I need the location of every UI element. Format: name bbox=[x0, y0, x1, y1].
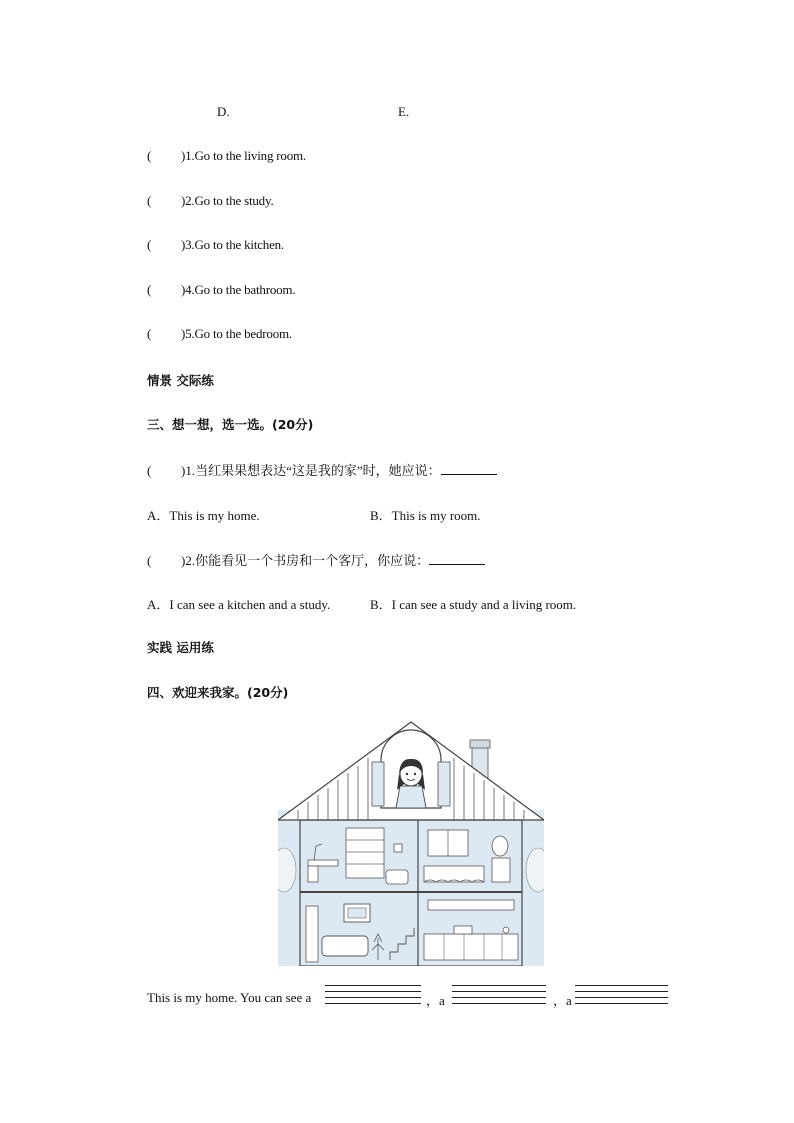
question-text: )1.Go to the living room. bbox=[181, 148, 306, 163]
question-3 bbox=[147, 237, 284, 253]
option-b: B．This is my room. bbox=[370, 508, 481, 523]
answer-blank[interactable] bbox=[441, 464, 497, 475]
question-text: )1.当红果果想表达“这是我的家”时，她应说： bbox=[181, 463, 441, 478]
answer-blank-1[interactable] bbox=[325, 985, 421, 1009]
option-a: A．I can see a kitchen and a study. bbox=[147, 597, 331, 612]
question-4 bbox=[147, 282, 295, 298]
question-2 bbox=[147, 193, 274, 209]
question-5 bbox=[147, 326, 292, 342]
question-text: )2.Go to the study. bbox=[181, 193, 274, 208]
question-text: )2.你能看见一个书房和一个客厅，你应说： bbox=[181, 553, 430, 568]
section-3-title: 三、想一想，选一选。(20分) bbox=[147, 417, 314, 432]
fill-separator-1: ，a bbox=[426, 993, 445, 1008]
question-text: )3.Go to the kitchen. bbox=[181, 237, 285, 252]
question-text: )4.Go to the bathroom. bbox=[181, 282, 296, 297]
answer-blank-3[interactable] bbox=[575, 985, 668, 1009]
answer-paren[interactable]: ( bbox=[147, 553, 152, 568]
house-illustration bbox=[278, 720, 544, 966]
answer-blank-2[interactable] bbox=[452, 985, 546, 1009]
option-e-label: E. bbox=[398, 104, 410, 119]
option-d-label: D. bbox=[217, 104, 230, 119]
option-a: A．This is my home. bbox=[147, 508, 260, 523]
section-3-question-2 bbox=[147, 550, 485, 569]
section-3-question-1 bbox=[147, 460, 497, 479]
answer-paren[interactable]: ( bbox=[147, 148, 152, 163]
answer-paren[interactable]: ( bbox=[147, 237, 152, 252]
fill-separator-2: ，a bbox=[553, 993, 572, 1008]
scene-heading: 情景 交际练 bbox=[147, 373, 214, 388]
answer-paren[interactable]: ( bbox=[147, 326, 152, 341]
question-text: )5.Go to the bedroom. bbox=[181, 326, 292, 341]
fill-sentence-start: This is my home. You can see a bbox=[147, 990, 312, 1005]
answer-paren[interactable]: ( bbox=[147, 193, 152, 208]
practice-heading: 实践 运用练 bbox=[147, 640, 214, 655]
answer-paren[interactable]: ( bbox=[147, 282, 152, 297]
answer-blank[interactable] bbox=[429, 554, 485, 565]
option-b: B．I can see a study and a living room. bbox=[370, 597, 577, 612]
answer-paren[interactable]: ( bbox=[147, 463, 152, 478]
question-1 bbox=[147, 148, 306, 164]
section-4-title: 四、欢迎来我家。(20分) bbox=[147, 685, 289, 700]
